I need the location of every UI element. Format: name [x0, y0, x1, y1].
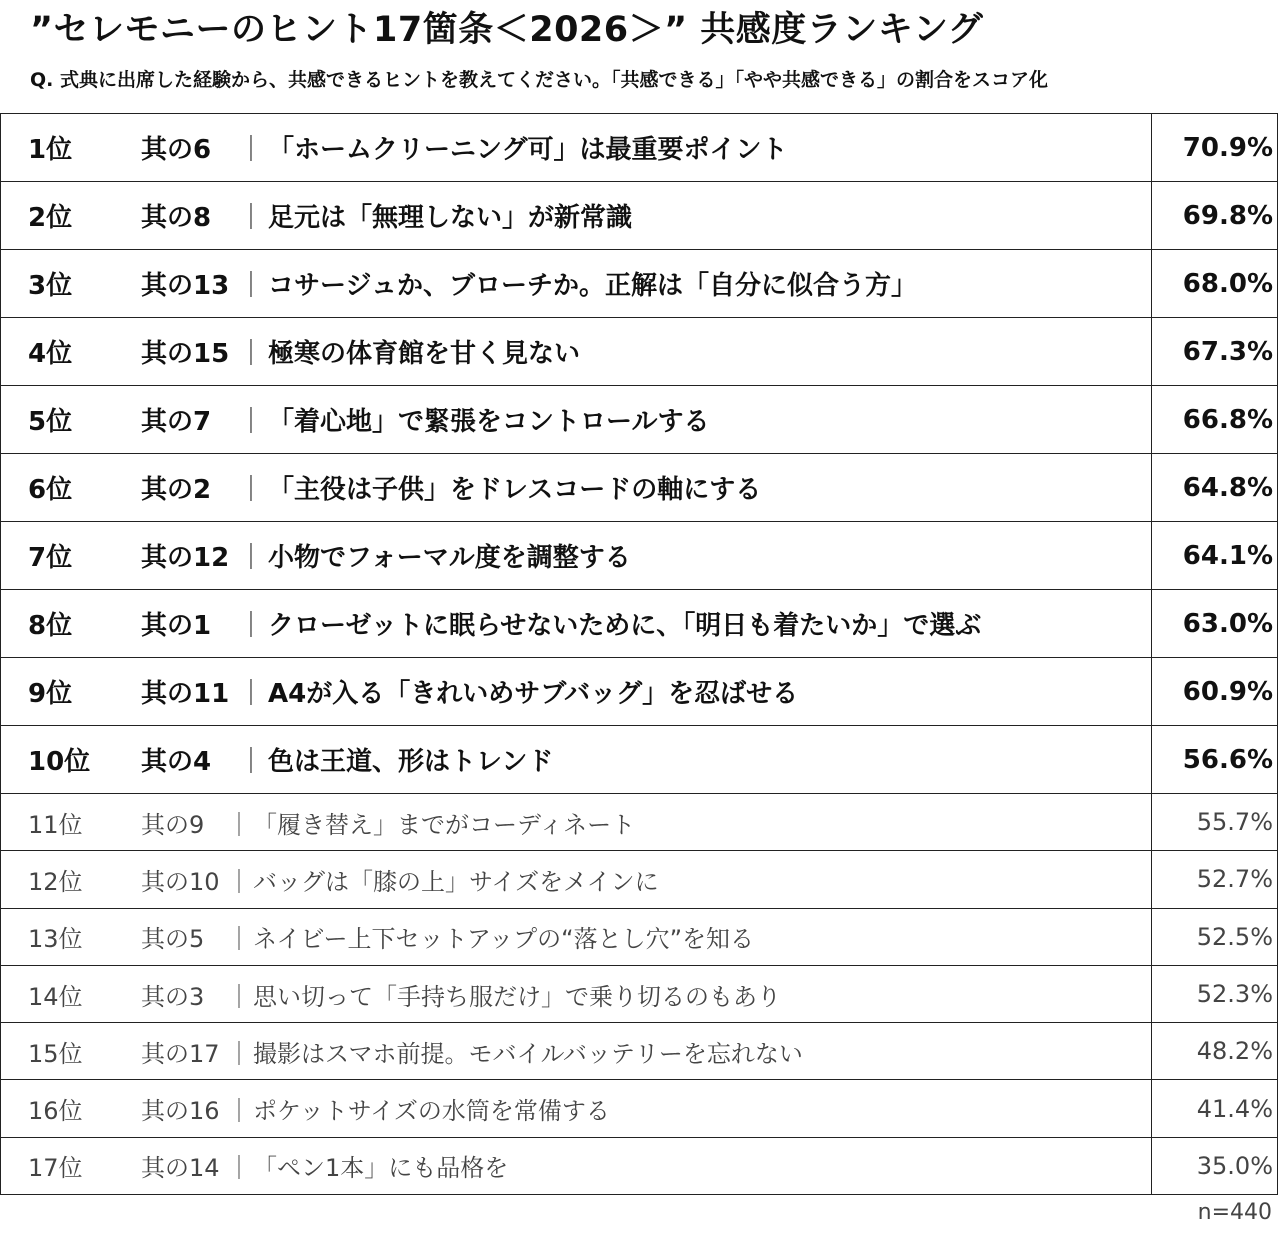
- tip-text-cell: 撮影はスマホ前提。モバイルバッテリーを忘れない: [253, 1039, 803, 1068]
- percent-value: 60.9%: [1182, 676, 1273, 707]
- separator-bar: ｜: [238, 747, 265, 777]
- table-row: [1, 1080, 1277, 1137]
- percent-cell: [1151, 454, 1279, 521]
- percent-value: 55.7%: [1196, 808, 1273, 837]
- rank-cell: 14位: [28, 982, 83, 1011]
- percent-cell: [1151, 658, 1279, 725]
- separator-bar: ｜: [227, 1097, 251, 1126]
- tip-number-cell: 其の7: [141, 407, 212, 437]
- sample-size-note: n=440: [1197, 1200, 1272, 1225]
- percent-cell: [1151, 726, 1279, 793]
- percent-cell: [1151, 1080, 1279, 1136]
- tip-number-cell: 其の3: [141, 982, 205, 1011]
- percent-cell: [1151, 966, 1279, 1022]
- tip-number-cell: 其の14: [141, 1154, 220, 1183]
- percent-value: 41.4%: [1196, 1094, 1273, 1123]
- tip-number-cell: 其の11: [141, 679, 230, 709]
- tip-text-cell: クローゼットに眠らせないために、「明日も着たいか」で選ぶ: [268, 611, 982, 641]
- separator-bar: ｜: [238, 135, 265, 165]
- tip-text-cell: 色は王道、形はトレンド: [268, 747, 554, 777]
- percent-value: 48.2%: [1196, 1037, 1273, 1066]
- percent-cell: [1151, 909, 1279, 965]
- table-row: [1, 658, 1277, 726]
- table-row: [1, 182, 1277, 250]
- percent-value: 52.7%: [1196, 865, 1273, 894]
- percent-value: 70.9%: [1182, 132, 1273, 163]
- percent-cell: [1151, 1023, 1279, 1079]
- tip-number-cell: 其の4: [141, 747, 212, 777]
- percent-cell: [1151, 590, 1279, 657]
- rank-cell: 4位: [28, 339, 73, 369]
- separator-bar: ｜: [227, 925, 251, 954]
- percent-cell: [1151, 182, 1279, 249]
- tip-text-cell: 思い切って「手持ち服だけ」で乗り切るのもあり: [253, 982, 781, 1011]
- separator-bar: ｜: [227, 810, 251, 839]
- separator-bar: ｜: [238, 611, 265, 641]
- separator-bar: ｜: [227, 982, 251, 1011]
- percent-cell: [1151, 318, 1279, 385]
- tip-text-cell: 小物でフォーマル度を調整する: [268, 543, 631, 573]
- table-row: [1, 318, 1277, 386]
- tip-number-cell: 其の5: [141, 925, 205, 954]
- separator-bar: ｜: [227, 1039, 251, 1068]
- rank-cell: 9位: [28, 679, 73, 709]
- tip-number-cell: 其の12: [141, 543, 230, 573]
- rank-cell: 8位: [28, 611, 73, 641]
- table-row: [1, 114, 1277, 182]
- ranking-table: [0, 113, 1278, 1195]
- percent-value: 67.3%: [1182, 336, 1273, 367]
- tip-number-cell: 其の2: [141, 475, 212, 505]
- rank-cell: 2位: [28, 203, 73, 233]
- table-row: [1, 909, 1277, 966]
- percent-cell: [1151, 114, 1279, 181]
- tip-number-cell: 其の6: [141, 135, 212, 165]
- separator-bar: ｜: [238, 339, 265, 369]
- tip-text-cell: 「着心地」で緊張をコントロールする: [268, 407, 710, 437]
- tip-number-cell: 其の8: [141, 203, 212, 233]
- percent-cell: [1151, 250, 1279, 317]
- tip-text-cell: コサージュか、ブローチか。正解は「自分に似合う方」: [268, 271, 917, 301]
- tip-number-cell: 其の13: [141, 271, 230, 301]
- rank-cell: 11位: [28, 810, 83, 839]
- tip-number-cell: 其の16: [141, 1097, 220, 1126]
- rank-cell: 5位: [28, 407, 73, 437]
- tip-text-cell: バッグは「膝の上」サイズをメインに: [253, 867, 659, 896]
- survey-question: Q. 式典に出席した経験から、共感できるヒントを教えてください。「共感できる」「やや共感できる」の割合をスコア化: [30, 69, 1048, 91]
- tip-number-cell: 其の17: [141, 1039, 220, 1068]
- rank-cell: 6位: [28, 475, 73, 505]
- percent-value: 64.8%: [1182, 472, 1273, 503]
- tip-text-cell: 「履き替え」までがコーディネート: [253, 810, 636, 839]
- table-row: [1, 1138, 1277, 1195]
- separator-bar: ｜: [238, 543, 265, 573]
- tip-number-cell: 其の15: [141, 339, 230, 369]
- tip-number-cell: 其の9: [141, 810, 205, 839]
- separator-bar: ｜: [238, 475, 265, 505]
- table-row: [1, 1023, 1277, 1080]
- tip-text-cell: 「主役は子供」をドレスコードの軸にする: [268, 475, 762, 505]
- percent-cell: [1151, 1138, 1279, 1194]
- separator-bar: ｜: [238, 203, 265, 233]
- rank-cell: 12位: [28, 867, 83, 896]
- percent-value: 68.0%: [1182, 268, 1273, 299]
- table-row: [1, 454, 1277, 522]
- table-row: [1, 851, 1277, 908]
- table-row: [1, 522, 1277, 590]
- percent-cell: [1151, 522, 1279, 589]
- separator-bar: ｜: [238, 407, 265, 437]
- percent-cell: [1151, 851, 1279, 907]
- tip-text-cell: 「ペン1本」にも品格を: [253, 1154, 509, 1183]
- tip-number-cell: 其の1: [141, 611, 212, 641]
- separator-bar: ｜: [227, 1154, 251, 1183]
- percent-cell: [1151, 386, 1279, 453]
- tip-text-cell: 「ホームクリーニング可」は最重要ポイント: [268, 135, 788, 165]
- percent-value: 64.1%: [1182, 540, 1273, 571]
- percent-value: 66.8%: [1182, 404, 1273, 435]
- table-row: [1, 794, 1277, 851]
- rank-cell: 10位: [28, 747, 91, 777]
- page-title: ”セレモニーのヒント17箇条＜2026＞” 共感度ランキング: [30, 10, 984, 50]
- rank-cell: 7位: [28, 543, 73, 573]
- rank-cell: 13位: [28, 925, 83, 954]
- percent-value: 69.8%: [1182, 200, 1273, 231]
- percent-value: 35.0%: [1196, 1151, 1273, 1180]
- table-row: [1, 386, 1277, 454]
- rank-cell: 3位: [28, 271, 73, 301]
- tip-text-cell: A4が入る「きれいめサブバッグ」を忍ばせる: [268, 679, 799, 709]
- percent-value: 52.3%: [1196, 980, 1273, 1009]
- rank-cell: 17位: [28, 1154, 83, 1183]
- separator-bar: ｜: [238, 679, 265, 709]
- percent-value: 56.6%: [1182, 744, 1273, 775]
- tip-text-cell: ポケットサイズの水筒を常備する: [253, 1097, 610, 1126]
- separator-bar: ｜: [238, 271, 265, 301]
- percent-value: 52.5%: [1196, 922, 1273, 951]
- percent-value: 63.0%: [1182, 608, 1273, 639]
- rank-cell: 15位: [28, 1039, 83, 1068]
- rank-cell: 16位: [28, 1097, 83, 1126]
- tip-text-cell: 足元は「無理しない」が新常識: [268, 203, 633, 233]
- separator-bar: ｜: [227, 867, 251, 896]
- tip-number-cell: 其の10: [141, 867, 220, 896]
- table-row: [1, 250, 1277, 318]
- tip-text-cell: 極寒の体育館を甘く見ない: [268, 339, 581, 369]
- table-row: [1, 590, 1277, 658]
- table-row: [1, 726, 1277, 794]
- table-row: [1, 966, 1277, 1023]
- tip-text-cell: ネイビー上下セットアップの“落とし穴”を知る: [253, 925, 755, 954]
- percent-cell: [1151, 794, 1279, 850]
- rank-cell: 1位: [28, 135, 73, 165]
